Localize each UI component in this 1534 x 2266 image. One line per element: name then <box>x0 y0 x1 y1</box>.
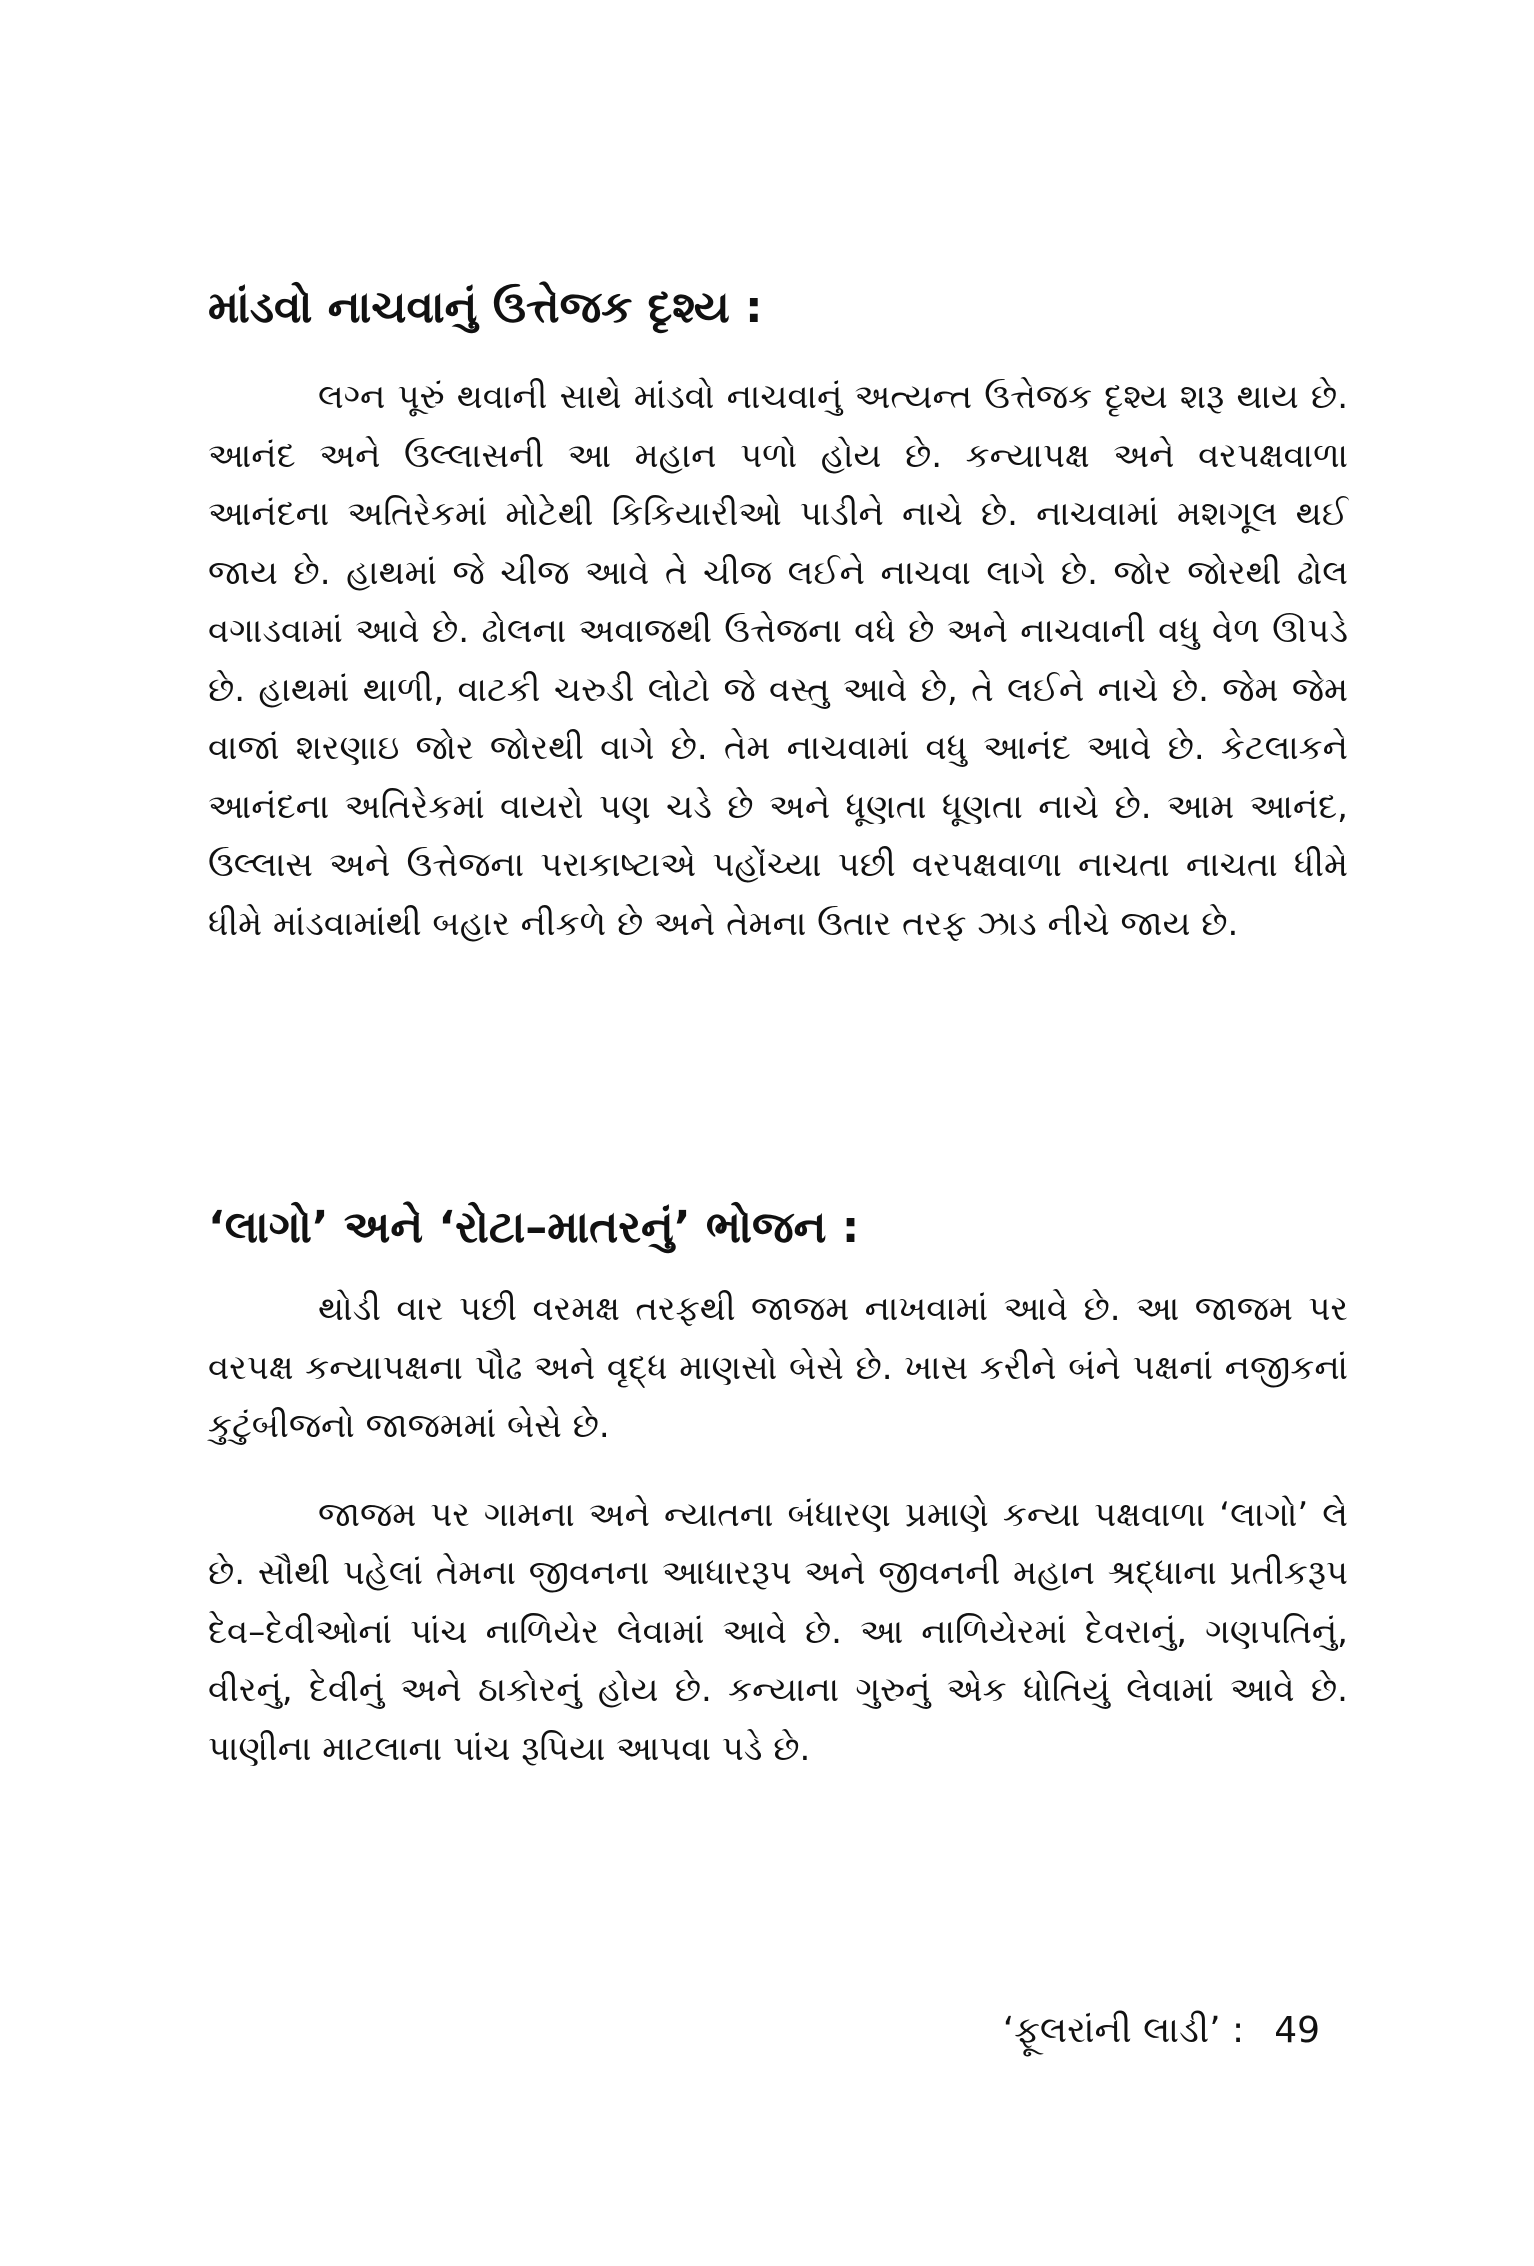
section-1-heading: માંડવો નાચવાનું ઉત્તેજક દૃશ્ય : <box>208 282 763 333</box>
section-2-heading: ‘લાગો’ અને ‘રોટા–માતરનું’ ભોજન : <box>208 1202 860 1253</box>
footer-book-title: ‘ફૂલરાંની લાડી’ : <box>1002 2010 1245 2051</box>
section-1 <box>208 278 1348 953</box>
page-number: 49 <box>1274 2010 1320 2051</box>
section-1-paragraph: લગ્ન પૂરું થવાની સાથે માંડવો નાચવાનું અત્યન્ત ઉત્તેજક દૃશ્ય શરૂ થાય છે. આનંદ અને ઉલ્લાસની આ મહાન પળો હોય છે. કન્યાપક્ષ અને વરપક્ષવાળા આનંદના અતિરેકમાં મોટેથી કિકિયારીઓ પાડીને નાચે છે. નાચવામાં મશગૂલ થઈ જાય છે. હાથમાં જે ચીજ આવે તે ચીજ લઈને નાચવા લાગે છે. જોર જોરથી ઢોલ વગાડવામાં આવે છે. ઢોલના અવાજથી ઉત્તેજના વધે છે અને નાચવાની વધુ વેળ ઊપડે છે. હાથમાં થાળી, વાટકી ચરુડી લોટો જે વસ્તુ આવે છે, તે લઈને નાચે છે. જેમ જેમ વાજાં શરણાઇ જોર જોરથી વાગે છે. તેમ નાચવામાં વધુ આનંદ આવે છે. કેટલાકને આનંદના અતિરેકમાં વાયરો પણ ચડે છે અને ધૂણતા ધૂણતા નાચે છે. આમ આનંદ, ઉલ્લાસ અને ઉત્તેજના પરાકાષ્ટાએ પહોંચ્યા પછી વરપક્ષવાળા નાચતા નાચતા ધીમે ધીમે માંડવામાંથી બહાર નીકળે છે અને તેમના ઉતાર તરફ ઝાડ નીચે જાય છે. <box>208 377 1348 944</box>
page-footer <box>900 2006 1320 2056</box>
section-2 <box>208 1198 1348 1778</box>
section-2-paragraph-1: થોડી વાર પછી વરમક્ષ તરફથી જાજમ નાખવામાં આવે છે. આ જાજમ પર વરપક્ષ કન્યાપક્ષના પૌઢ અને વૃદ્ધ માણસો બેસે છે. ખાસ કરીને બંને પક્ષનાં નજીકનાં કુટુંબીજનો જાજમમાં બેસે છે. <box>208 1289 1348 1446</box>
section-2-paragraph-2: જાજમ પર ગામના અને ન્યાતના બંધારણ પ્રમાણે કન્યા પક્ષવાળા ‘લાગો’ લે છે. સૌથી પહેલાં તેમના જીવનના આધારરૂપ અને જીવનની મહાન શ્રદ્ધાના પ્રતીકરૂપ દેવ–દેવીઓનાં પાંચ નાળિયેર લેવામાં આવે છે. આ નાળિયેરમાં દેવરાનું, ગણપતિનું, વીરનું, દેવીનું અને ઠાકોરનું હોય છે. કન્યાના ગુરુનું એક ધોતિયું લેવામાં આવે છે. પાણીના માટલાના પાંચ રૂપિયા આપવા પડે છે. <box>208 1494 1348 1769</box>
